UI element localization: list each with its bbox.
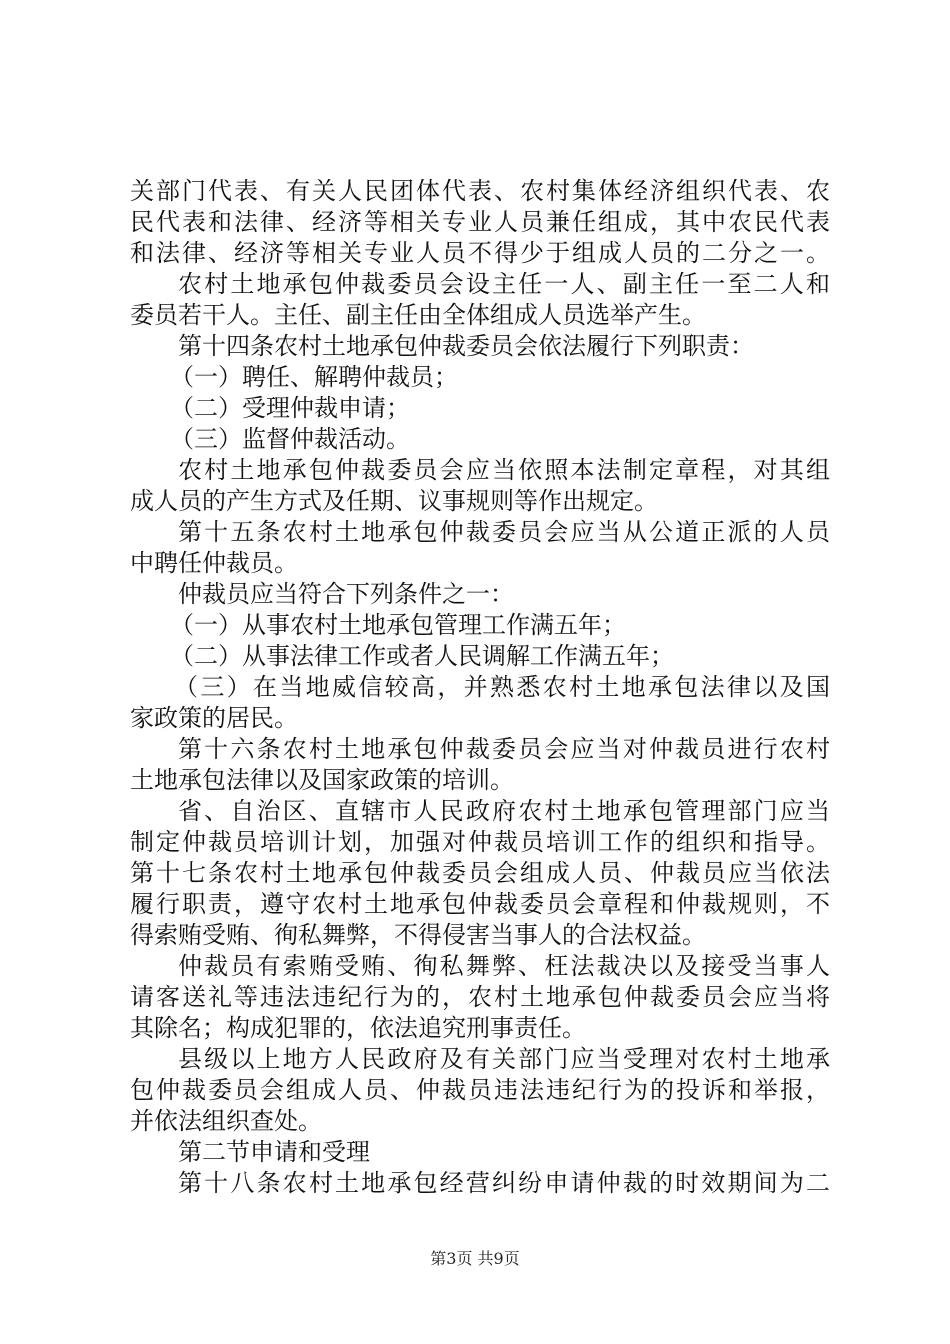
text-line: 民代表和法律、经济等相关专业人员兼任组成，其中农民代表 [130, 208, 830, 236]
text-line: 中聘任仲裁员。 [130, 549, 298, 577]
text-line: 和法律、经济等相关专业人员不得少于组成人员的二分之一。 [130, 239, 830, 267]
text-line: 第十五条农村土地承包仲裁委员会应当从公道正派的人员 [178, 518, 830, 546]
text-line: 请客送礼等违法违纪行为的，农村土地承包仲裁委员会应当将 [130, 983, 830, 1011]
text-line: 第十六条农村土地承包仲裁委员会应当对仲裁员进行农村 [178, 735, 830, 763]
text-line: 得索贿受贿、徇私舞弊，不得侵害当事人的合法权益。 [130, 921, 706, 949]
section-heading: 第二节申请和受理 [178, 1138, 370, 1166]
text-line: （二）从事法律工作或者人民调解工作满五年； [170, 642, 674, 670]
text-line: 农村土地承包仲裁委员会应当依照本法制定章程，对其组 [178, 456, 830, 484]
text-line: 县级以上地方人民政府及有关部门应当受理对农村土地承 [178, 1045, 830, 1073]
text-line: 委员若干人。主任、副主任由全体组成人员选举产生。 [130, 301, 706, 329]
text-line: （三）在当地威信较高，并熟悉农村土地承包法律以及国 [174, 673, 830, 701]
text-line: （二）受理仲裁申请； [170, 394, 410, 422]
text-line: 第十四条农村土地承包仲裁委员会依法履行下列职责： [178, 332, 754, 360]
text-line: 第十八条农村土地承包经营纠纷申请仲裁的时效期间为二 [178, 1169, 830, 1197]
text-line: 履行职责，遵守农村土地承包仲裁委员会章程和仲裁规则，不 [130, 890, 830, 918]
text-line: 第十七条农村土地承包仲裁委员会组成人员、仲裁员应当依法 [130, 859, 830, 887]
text-line: （一）从事农村土地承包管理工作满五年； [170, 611, 626, 639]
page-number-footer: 第3页 共9页 [430, 1249, 520, 1268]
text-line: （一）聘任、解聘仲裁员； [170, 363, 458, 391]
text-line: 农村土地承包仲裁委员会设主任一人、副主任一至二人和 [178, 270, 830, 298]
text-line: 成人员的产生方式及任期、议事规则等作出规定。 [130, 487, 658, 515]
text-line: 制定仲裁员培训计划，加强对仲裁员培训工作的组织和指导。 [130, 828, 830, 856]
text-line: 省、自治区、直辖市人民政府农村土地承包管理部门应当 [178, 797, 830, 825]
text-line: 并依法组织查处。 [130, 1107, 322, 1135]
text-line: 包仲裁委员会组成人员、仲裁员违法违纪行为的投诉和举报， [130, 1076, 830, 1104]
text-line: （三）监督仲裁活动。 [170, 425, 410, 453]
text-line: 其除名；构成犯罪的，依法追究刑事责任。 [130, 1014, 586, 1042]
text-line: 仲裁员有索贿受贿、徇私舞弊、枉法裁决以及接受当事人 [178, 952, 830, 980]
text-line: 关部门代表、有关人民团体代表、农村集体经济组织代表、农 [130, 177, 830, 205]
text-line: 家政策的居民。 [130, 704, 298, 732]
text-line: 土地承包法律以及国家政策的培训。 [130, 766, 514, 794]
text-line: 仲裁员应当符合下列条件之一： [178, 580, 514, 608]
body-text [130, 176, 830, 1199]
